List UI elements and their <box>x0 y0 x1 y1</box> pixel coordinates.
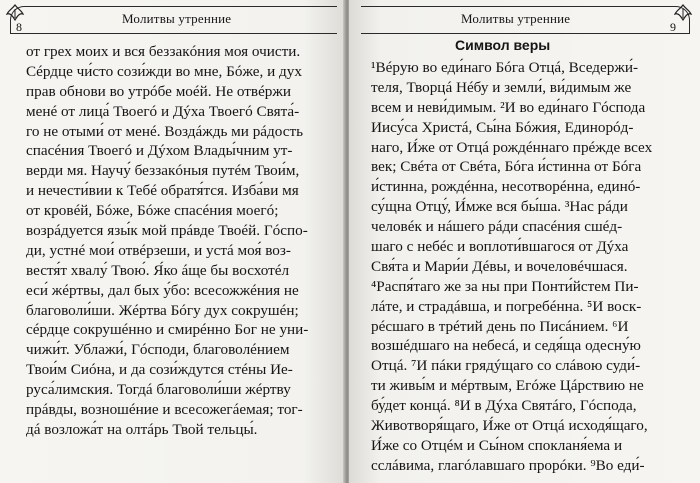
text-line: еси́ жéртвы, дал бых у́бо: всесожжéния не <box>26 281 299 299</box>
text-line: чижи́т. Ублажи́, Гóсподи, благоволéнием <box>26 341 290 359</box>
prayer-text <box>26 42 308 440</box>
text-line: бу́дет концá. ⁸И в Дýха Святáго, Гóспода, <box>371 397 637 415</box>
text-line: вестя́т хвалу́ Твою́. Я́ко áще бы восхотéл <box>26 261 290 279</box>
text-line: от кровéй, Бóже, Бóже спасéния моегó; <box>26 202 279 220</box>
text-line: благоволи́ши. Жéртва Бóгу дух сокрушéн; <box>26 301 299 319</box>
section-title: Символ веры <box>455 37 551 53</box>
text-line: ¹Вéрую во еди́наго Бóга Отцá, Вседержи́- <box>371 59 639 76</box>
left-page <box>0 0 345 483</box>
text-line: И́же со Отцéм и Сы́ном спокланя́ема и <box>371 436 623 454</box>
text-line: го не отыми́ от менé. Воздáждь ми рáдость <box>26 122 304 140</box>
text-line: человéк и нáшего рáди спасéния сшéд- <box>371 218 623 236</box>
text-line: прáвды, возношéние и всесожегáемая; тог- <box>26 401 303 419</box>
running-title: Молитвы утренние <box>122 11 232 26</box>
text-line: наго, И́же от Отцá рождéннаго прéжде всех <box>371 138 653 156</box>
text-line: Иису́са Христá, Сы́на Бóжия, Единорóд- <box>371 118 634 136</box>
text-line: рéсшаго в трéтий день по Писáнием. ⁶И <box>371 317 629 335</box>
text-line: Свя́та и Мари́и Дéвы, и вочеловéчшася. <box>371 257 628 275</box>
text-line: дá возложа́т на олтáрь Твой тельцы́. <box>26 420 258 438</box>
running-title: Молитвы утренние <box>461 11 571 26</box>
text-line: ⁴Распя́таго же за ны при Понти́йстем Пи- <box>371 277 639 295</box>
right-page <box>349 0 700 483</box>
text-line: спасéния Твоегó и Дýхом Влады́чним ут- <box>26 142 293 160</box>
text-line: ди, устнé мои́ отвéрзеши, и устá моя́ воз- <box>26 241 291 259</box>
text-line: су́щна Отцу́, И́мже вся бы́ша. ³Нас рáди <box>371 198 628 216</box>
text-line: и нечести́вии к Тебé обратя́тся. Изба́ви мя <box>26 182 299 200</box>
text-line: возрáдуется язы́к мой прáвде Твоéй. Гóспо- <box>26 222 308 240</box>
text-line: сслáвима, глагóлавшаго прорóки. ⁹Во еди́- <box>371 456 645 474</box>
text-line: Твои́м Сиóна, и да сози́ждутся стéны Ие- <box>26 361 293 379</box>
text-line: всем и неви́димым. ²И во еди́наго Гóспода <box>371 98 646 116</box>
text-line: век; Свéта от Свéта, Бóга и́стинна от Бóга <box>371 158 642 176</box>
text-line: руса́лимския. Тогдá благоволи́ши жéртву <box>26 381 291 399</box>
page-number: 8 <box>16 20 22 34</box>
text-line: шаго с небéс и воплоти́вшагося от Дýха <box>371 238 629 256</box>
text-line: Отцá. ⁷И пáки грядýщаго со слáвою суди́- <box>371 357 641 375</box>
text-line: лáте, и страдáвша, и погребéнна. ⁵И воск- <box>371 297 642 315</box>
text-line: верди мя. Научу́ беззакóныя путéм Твои́м, <box>26 162 300 180</box>
text-line: возшéдшаго на небесá, и седя́ща одесну́ю <box>371 337 641 355</box>
creed-text <box>371 58 652 476</box>
text-line: ти живы́м и мéртвым, Егóже Цáрствию не <box>371 377 644 395</box>
page-number: 9 <box>670 20 676 34</box>
text-line: теля, Творцá Нéбу и земли́, ви́димым же <box>371 78 632 96</box>
text-line: сéрдце сокрушéнно и смирéнно Бог не уни- <box>26 321 309 339</box>
text-line: от грех моих и вся беззакóния моя очисти. <box>26 43 301 60</box>
text-line: и́стинна, рождéнна, несотворéнна, единó- <box>371 178 641 196</box>
text-line: Животворя́щаго, И́же от Отцá исходя́щаго, <box>371 417 648 435</box>
text-line: прав обнови во утрóбе моéй. Не отвéржи <box>26 82 292 100</box>
floral-corner-icon <box>4 3 26 25</box>
text-line: менé от лица́ Твоегó и Дýха Твоегó Свята́- <box>26 102 300 120</box>
text-line: Сéрдце чи́сто сози́жди во мне, Бóже, и дух <box>26 62 302 80</box>
